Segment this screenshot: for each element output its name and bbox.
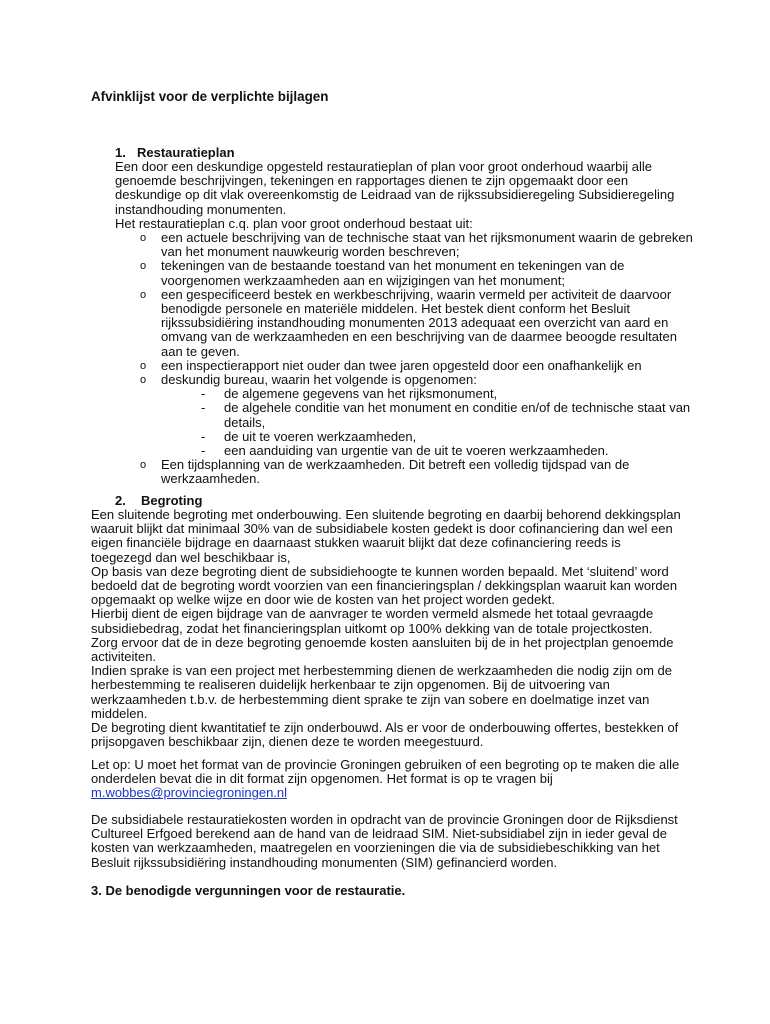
section-1-body [115, 160, 695, 487]
paragraph: Een sluitende begroting met onderbouwing. Een sluitende begroting en daarbij behorend dekkingsplan waaruit blijkt dat minimaal 30% van de subsidiabele kosten gedekt is door cofinanciering dan wel een eigen financiële bijdrage en daarnaast stukken waaruit blijkt dat deze cofinanciering reeds is toegezegd dan wel beschikbaar is, [91, 507, 681, 565]
list-item [115, 373, 695, 458]
list-item-text: tekeningen van de bestaande toestand van het monument en tekeningen van de voorgenomen werkzaamheden aan en wijzigingen van het monument; [161, 258, 625, 288]
sub-list-item-text: de algemene gegevens van het rijksmonument, [224, 386, 498, 402]
section-2-title: Begroting [141, 493, 203, 508]
section-1-number: 1. [115, 145, 126, 160]
bullet-circle-icon: o [140, 459, 147, 472]
sub-list-item [161, 401, 695, 429]
paragraph: Hierbij dient de eigen bijdrage van de aanvrager te worden vermeld alsmede het totaal gevraagde subsidiebedrag, zodat het financieringsplan uitkomt op 100% dekking van de totale projectkosten. [91, 606, 654, 636]
list-item-text: een gespecificeerd bestek en werkbeschrijving, waarin vermeld per activiteit de daarvoor benodigde personele en materiële middelen. Het bestek dient conform het Besluit rijkssubsidiëring instandhouding monumenten 2013 adequaat een overzicht van aard en omvang van de werkzaamheden en een beschrijving van de daarmee beoogde resultaten aan te geven. [161, 286, 678, 359]
paragraph: Zorg ervoor dat de in deze begroting genoemde kosten aansluiten bij de in het projectplan genoemde activiteiten. [91, 634, 674, 665]
list-item-text: een inspectierapport niet ouder dan twee jaren opgesteld door een onafhankelijk en [161, 357, 642, 373]
bullet-circle-icon: o [140, 288, 147, 301]
subsidy-text: De subsidiabele restauratiekosten worden in opdracht van de provincie Groningen door de Rijksdienst Cultureel Erfgoed berekend aan de hand van de leidraad SIM. Niet-subsidiabel zijn in ieder geval de kosten van werkzaamheden, maatregelen en voorzieningen die via de subsidiebeschikking van het Besluit rijkssubsidiëring instandhouding monumenten (SIM) gefinancierd worden. [91, 812, 678, 870]
bullet-circle-icon: o [140, 260, 147, 273]
section-2-body [91, 508, 681, 749]
bullet-circle-icon: o [140, 359, 147, 372]
paragraph: De begroting dient kwantitatief te zijn onderbouwd. Als er voor de onderbouwing offertes, bestekken of prijsopgaven beschikbaar zijn, dienen deze te worden meegestuurd. [91, 720, 679, 750]
list-item [115, 458, 695, 486]
list-item-text: een actuele beschrijving van de technische staat van het rijksmonument waarin de gebreken van het monument nauwkeurig worden beschreven; [161, 230, 693, 260]
section-1-intro: Een door een deskundige opgesteld restauratieplan of plan voor groot onderhoud waarbij alle genoemde beschrijvingen, tekeningen en rapportages dienen te zijn opgemaakt door een deskundige op dit vlak overeenkomstig de Leidraad van de rijkssubsidieregeling Subsidieregeling instandhouding monumenten. [115, 159, 675, 217]
sub-list-item-text: de algehele conditie van het monument en conditie en/of de technische staat van details, [224, 400, 691, 430]
page-title: Afvinklijst voor de verplichte bijlagen [91, 89, 329, 104]
list-item-text: Een tijdsplanning van de werkzaamheden. Dit betreft een volledig tijdspad van de werkzaamheden. [161, 457, 630, 487]
sub-list-item-text: een aanduiding van urgentie van de uit te voeren werkzaamheden. [224, 443, 609, 459]
section-1-consists: Het restauratieplan c.q. plan voor groot onderhoud bestaat uit: [115, 215, 473, 231]
list-item [115, 259, 695, 287]
bullet-circle-icon: o [140, 232, 147, 245]
dash-icon: - [201, 428, 206, 444]
sub-list-item [161, 430, 695, 444]
sub-list-item [161, 387, 695, 401]
subsidy-block [91, 813, 681, 870]
bullet-circle-icon: o [140, 374, 147, 387]
email-link[interactable]: m.wobbes@provinciegroningen.nl [91, 785, 288, 801]
list-item-text: deskundig bureau, waarin het volgende is opgenomen: [161, 372, 477, 388]
dash-icon: - [201, 443, 206, 459]
paragraph: Indien sprake is van een project met herbestemming dienen de werkzaamheden die nodig zijn om de herbestemming te realiseren duidelijk herkenbaar te zijn opgenomen. Bij de uitvoering van werkzaamheden t.b.v. de herbestemming dient sprake te zijn van sobere en doelmatige inzet van middelen. [91, 663, 673, 721]
dash-icon: - [201, 386, 206, 402]
sub-list-item-text: de uit te voeren werkzaamheden, [224, 428, 417, 444]
note-block [91, 758, 681, 801]
list-item [115, 231, 695, 259]
sub-list-item [161, 444, 695, 458]
dash-icon: - [201, 400, 206, 416]
paragraph: Op basis van deze begroting dient de subsidiehoogte te kunnen worden bepaald. Met ‘sluitend’ word bedoeld dat de begroting wordt voorzien van een financieringsplan / dekkingsplan waaruit kan worden opgemaakt op welke wijze en door wie de kosten van het project worden gedekt. [91, 563, 678, 608]
list-item [115, 359, 695, 373]
section-2-number: 2. [115, 493, 126, 508]
list-item [115, 288, 695, 359]
sub-list [161, 387, 695, 458]
section-1-title: Restauratieplan [137, 145, 235, 160]
section-3-heading: 3. De benodigde vergunningen voor de restauratie. [91, 883, 406, 898]
section-1-list [115, 231, 695, 487]
note-text: Let op: U moet het format van de provincie Groningen gebruiken of een begroting op te maken die alle onderdelen bevat die in dit format zijn opgenomen. Het format is op te vragen bij [91, 757, 680, 787]
